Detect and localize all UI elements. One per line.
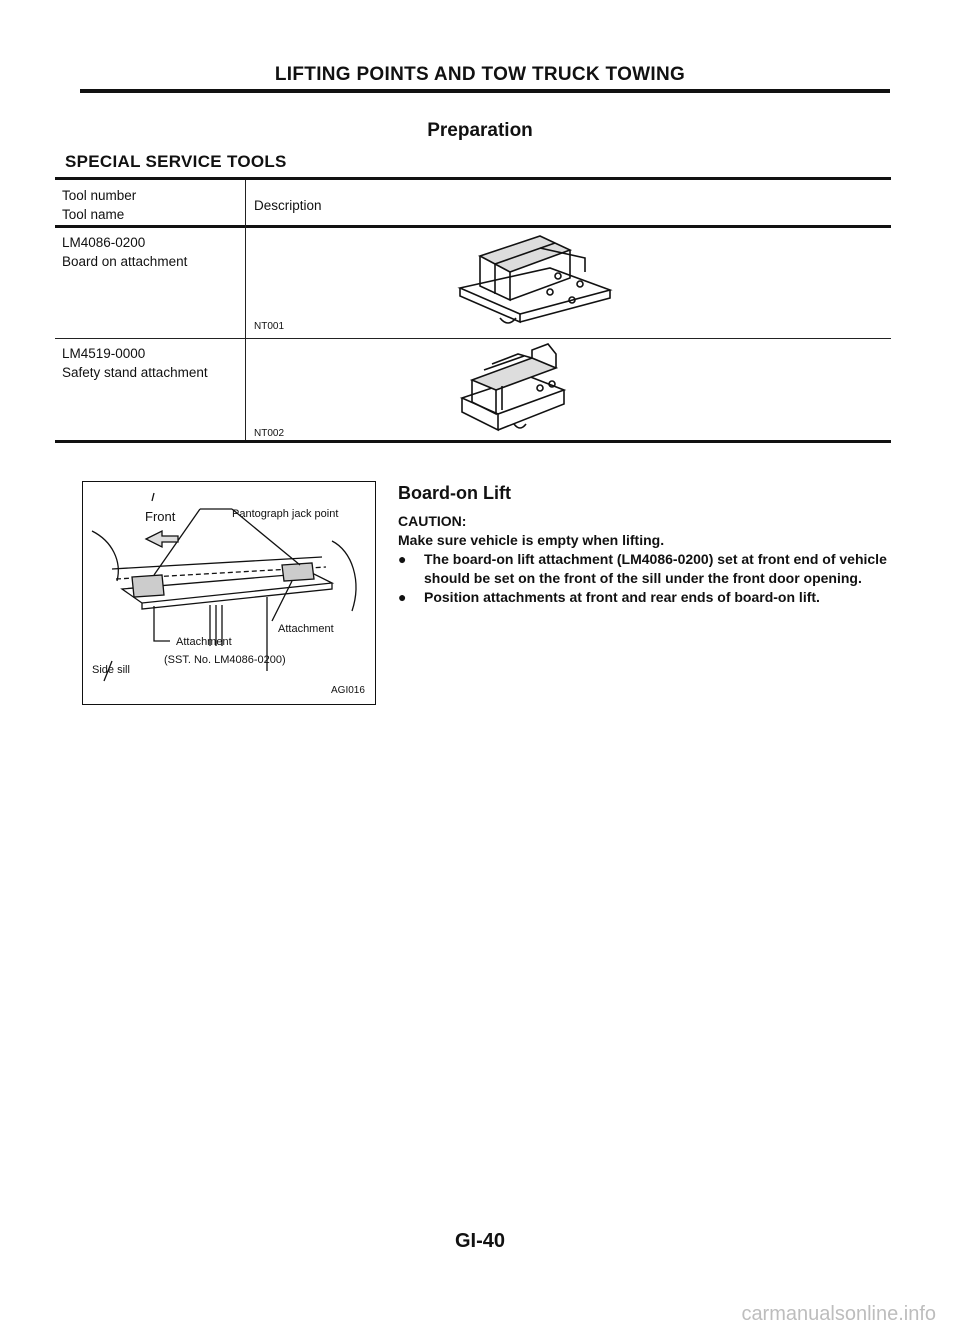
bullet-item (398, 588, 898, 607)
tool-number: LM4086-0200 (62, 235, 146, 250)
table-top-rule (55, 177, 891, 180)
board-on-lift-figure (82, 481, 376, 705)
sst-number-label: (SST. No. LM4086-0200) (164, 654, 286, 666)
board-on-attachment-drawing (440, 228, 620, 336)
col-tool-number-header: Tool number (62, 188, 137, 203)
side-sill-label: Side sill (92, 664, 130, 676)
bullet-icon: ● (398, 589, 407, 605)
tool-number: LM4519-0000 (62, 346, 146, 361)
table-row-divider (55, 338, 891, 339)
caution-label: CAUTION: (398, 513, 467, 529)
safety-stand-attachment-drawing (448, 340, 578, 438)
table-bottom-rule (55, 440, 891, 443)
attachment-label-right: Attachment (278, 623, 334, 635)
tool-name: Board on attachment (62, 254, 188, 269)
tool-name: Safety stand attachment (62, 365, 208, 380)
pantograph-label: Pantograph jack point (232, 508, 339, 520)
figure-code: NT002 (254, 428, 285, 439)
front-label: Front (145, 509, 176, 524)
caution-text: Make sure vehicle is empty when lifting. (398, 532, 665, 548)
col-description-header: Description (254, 198, 322, 213)
table-column-divider (245, 180, 246, 442)
bullet-text: Position attachments at front and rear ends of board-on lift. (424, 589, 820, 605)
page-number: GI-40 (454, 1230, 506, 1252)
figure-code: NT001 (254, 321, 285, 332)
preparation-heading: Preparation (427, 120, 533, 141)
watermark: carmanualsonline.info (741, 1303, 936, 1325)
page-header-title: LIFTING POINTS AND TOW TRUCK TOWING (274, 64, 686, 85)
col-tool-name-header: Tool name (62, 207, 125, 222)
special-tools-heading: SPECIAL SERVICE TOOLS (65, 152, 287, 171)
board-on-lift-heading: Board-on Lift (398, 483, 511, 503)
figure-code: AGI016 (331, 685, 365, 696)
bullet-text: The board-on lift attachment (LM4086-0200) set at front end of vehicle should be set on the front of the sill under the front door opening. (424, 551, 887, 586)
attachment-label-left: Attachment (176, 636, 232, 648)
bullet-item (398, 550, 898, 588)
header-rule (80, 89, 890, 93)
caution-body (398, 531, 898, 607)
bullet-icon: ● (398, 551, 407, 567)
